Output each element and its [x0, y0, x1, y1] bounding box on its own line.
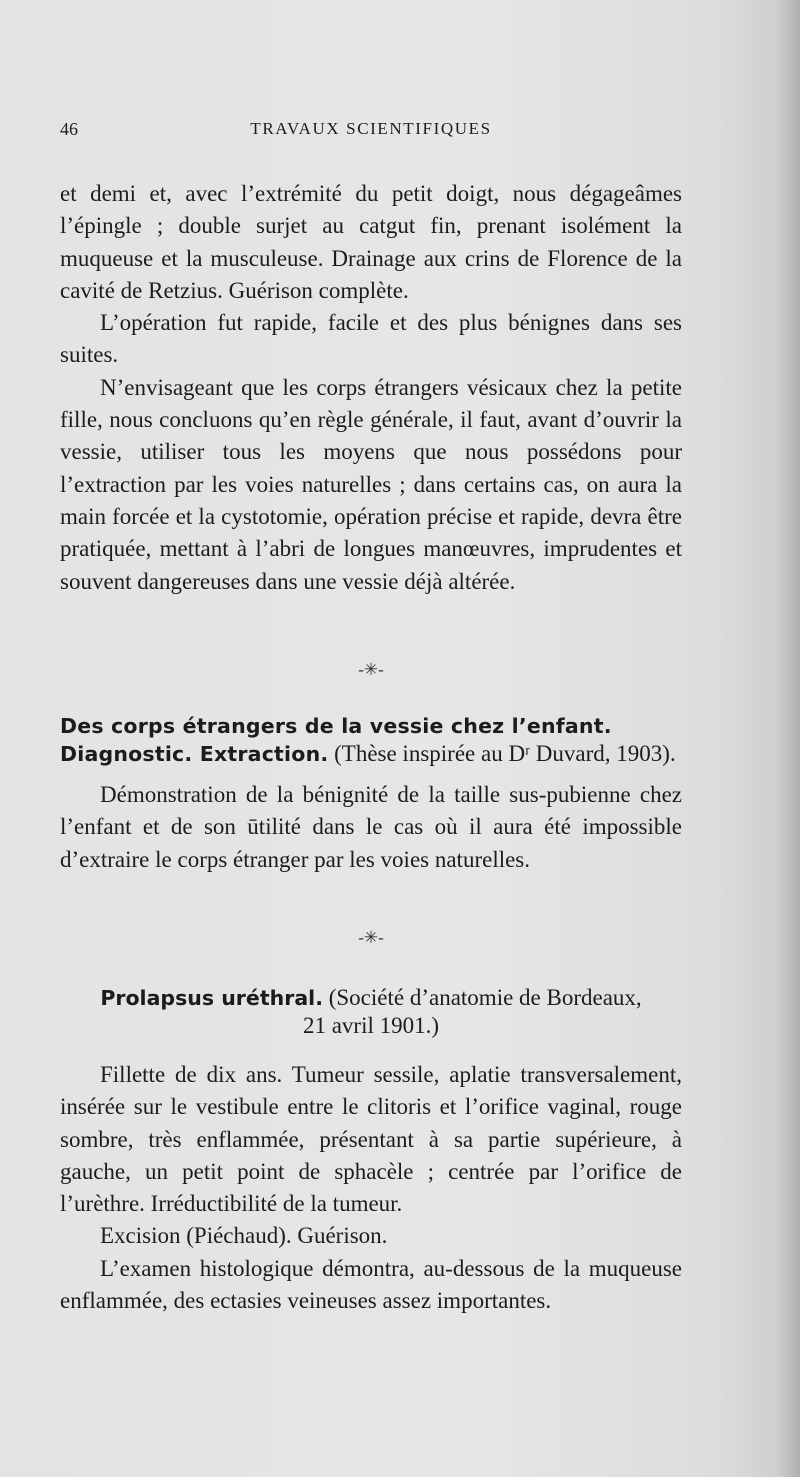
running-head: TRAVAUX SCIENTIFIQUES	[250, 119, 492, 138]
page-header	[60, 119, 682, 143]
section-3-body	[60, 1059, 682, 1317]
paragraph: Fillette de dix ans. Tumeur sessile, aplatie transversalement, insérée sur le vestibule entre le clitoris et l’orifice vaginal, rouge sombre, très enflammée, présentant à sa partie supérieure, à gauche, un petit point de sphacèle ; centrée par l’orifice de l’urèthre. Irréductibilité de la tumeur.	[60, 1062, 682, 1217]
section-3-heading	[60, 984, 682, 1039]
paragraph: Excision (Piéchaud). Guérison.	[100, 1223, 388, 1249]
section-2-heading	[60, 712, 682, 768]
section-separator: -✳-	[358, 928, 384, 947]
section-2-title: Des corps étrangers de la vessie chez l’enfant. Diagnostic. Extraction.	[60, 714, 612, 766]
section-2-source: (Thèse inspirée au Dʳ Duvard, 1903).	[334, 741, 676, 766]
paragraph: et demi et, avec l’extrémité du petit doigt, nous dégageâmes l’épingle ; double surjet au catgut fin, prenant isolément la muqueuse et la musculeuse. Drainage aux crins de Florence de la cavité de Retzius. Guérison complète.	[60, 181, 682, 303]
page-edge-shadow	[778, 0, 800, 1477]
paragraph: L’opération fut rapide, facile et des plus bénignes dans ses suites.	[60, 310, 682, 368]
page-number: 46	[60, 119, 78, 139]
section-1-body	[60, 178, 682, 598]
section-separator: -✳-	[358, 660, 384, 679]
paragraph: Démonstration de la bénignité de la taille sus-pubienne chez l’enfant et de son ūtilité dans le cas où il aura été impossible d’extraire le corps étranger par les voies naturelles.	[60, 782, 682, 872]
section-3-title: Prolapsus uréthral.	[100, 986, 323, 1010]
paragraph: N’envisageant que les corps étrangers vésicaux chez la petite fille, nous concluons qu’en règle générale, il faut, avant d’ouvrir la vessie, utiliser tous les moyens que nous possédons pour l’extraction par les voies naturelles ; dans certains cas, on aura la main forcée et la cystotomie, opération précise et rapide, devra être pratiquée, mettant à l’abri de longues manœuvres, imprudentes et souvent dangereuses dans une vessie déjà altérée.	[60, 374, 682, 594]
section-3-source: (Société d’anatomie de Bordeaux,	[328, 985, 642, 1010]
paragraph: L’examen histologique démontra, au-dessous de la muqueuse enflammée, des ectasies veineuses assez importantes.	[60, 1255, 682, 1314]
section-2-body	[60, 779, 682, 876]
section-3-source-line2: 21 avril 1901.)	[302, 1013, 440, 1038]
